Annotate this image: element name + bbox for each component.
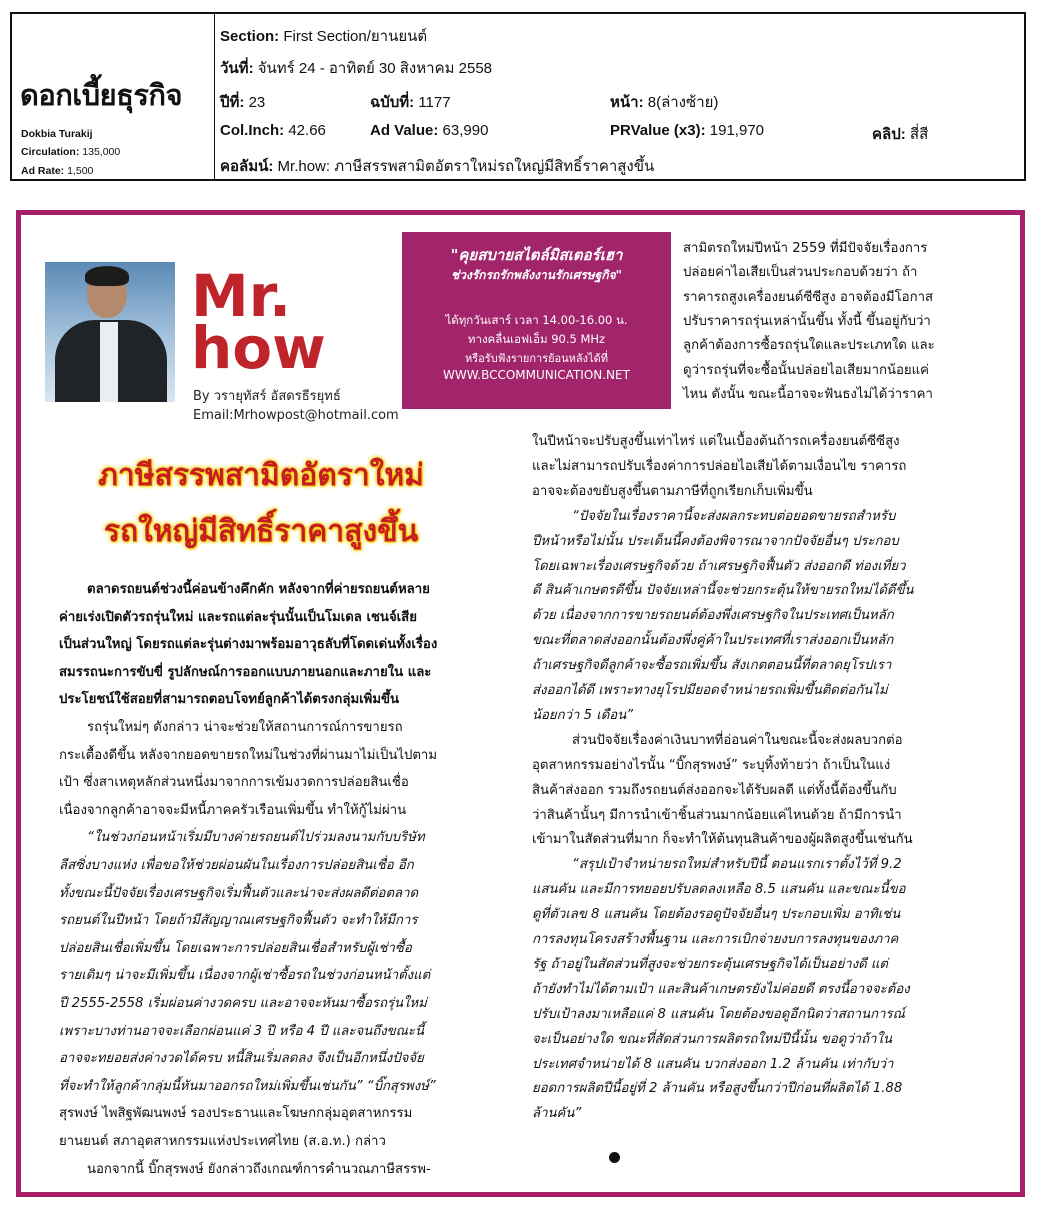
article-text-line: ปีหน้าหรือไม่นั้น ประเด็นนี้คงต้องพิจารณาจากปัจจัยอื่นๆ ประกอบ (532, 533, 899, 549)
column-field: คอลัมน์: Mr.how: ภาษีสรรพสามิตอัตราใหม่รถใหญ่มีสิทธิ์ราคาสูงขึ้น (220, 158, 655, 175)
article-text-line: ปี 2555-2558 เริ่มผ่อนค่างวดครบ และอาจจะหันมาซื้อรถรุ่นใหม่ (59, 996, 427, 1011)
column-logo-how: how (191, 314, 326, 382)
author-email: Email:Mrhowpost@hotmail.com (193, 408, 399, 423)
article-text-line: แสนคัน และมีการทยอยปรับลดลงเหลือ 8.5 แสนคัน และขณะนี้ขอ (532, 882, 906, 898)
photo-shirt (100, 322, 118, 402)
ad-rate: Ad Rate: 1,500 (21, 165, 94, 177)
radio-promo-box (402, 232, 671, 409)
article-frame (16, 210, 1025, 1197)
clip-field: คลิป: สี่สี (872, 126, 929, 143)
article-text-line: “ปัจจัยในเรื่องราคานี้จะส่งผลกระทบต่อยอดขายรถสำหรับ (572, 508, 896, 524)
publication-en: Dokbia Turakij (21, 128, 93, 140)
article-text-line: เข้ามาในสัดส่วนที่มาก ก็จะทำให้ต้นทุนสินค้าของผู้ผลิตสูงขึ้นเช่นกัน (532, 832, 913, 848)
article-text-line: การลงทุนโครงสร้างพื้นฐาน และการเบิกจ่ายงบการลงทุนของภาค (532, 932, 899, 947)
promo-schedule: ได้ทุกวันเสาร์ เวลา 14.00-16.00 น. (445, 313, 628, 327)
article-text-line: ค่ายเร่งเปิดตัวรถรุ่นใหม่ และรถแต่ละรุ่นนั้นเป็นโมเดล เชนจ์เสีย (59, 609, 417, 625)
promo-replay: หรือรับฟังรายการย้อนหลังได้ที่ (465, 352, 608, 365)
article-text-line: กระเตื้องดีขึ้น หลังจากยอดขายรถใหม่ในช่วงที่ผ่านมาไม่เป็นไปตาม (59, 747, 438, 763)
article-text-line: สินค้าส่งออก รวมถึงรถยนต์ส่งออกจะได้รับผลดี แต่ทั้งนี้ต้องขึ้นกับ (532, 782, 897, 798)
article-text-line: ปรับเป้าลงมาเหลือแค่ 8 แสนคัน โดยต้องขอดูอีกนิดว่าสถานการณ์ (532, 1006, 905, 1022)
advalue-field: Ad Value: 63,990 (370, 122, 489, 139)
article-text-line: เป้า ซึ่งสาเหตุหลักส่วนหนึ่งมาจากการเข้มงวดการปล่อยสินเชื่อ (59, 775, 409, 791)
article-text-line: อาจจะทยอยส่งค่างวดได้ครบ หนี้สินเริ่มลดลง จึงเป็นอีกหนึ่งปัจจัย (59, 1051, 424, 1067)
article-text-line: ดูที่ตัวเลข 8 แสนคัน โดยต้องรอดูปัจจัยอื่นๆ ประกอบเพิ่ม อาทิเช่น (532, 907, 901, 923)
article-text-line: ที่จะทำให้ลูกค้ากลุ่มนี้หันมาออกรถใหม่เพิ่มขึ้นเช่นกัน” “บิ๊กสุรพงษ์” (59, 1078, 436, 1094)
article-text-line: ว่าสินค้านั้นๆ มีการนำเข้าชิ้นส่วนมากน้อยแค่ไหนด้วย ถ้ามีการนำ (532, 807, 902, 823)
article-text-line: นอกจากนี้ บิ๊กสุรพงษ์ ยังกล่าวถึงเกณฑ์การคำนวณภาษีสรรพ- (87, 1161, 431, 1177)
circulation: Circulation: 135,000 (21, 146, 121, 158)
article-text-line: เป็นส่วนใหญ่ โดยรถแต่ละรุ่นต่างมาพร้อมอาวุธลับที่โดดเด่นทั้งเรื่อง (59, 637, 438, 653)
promo-title: "คุยสบายสไตล์มิสเตอร์เฮา (450, 246, 623, 264)
article-text-line: ถ้าเศรษฐกิจดีลูกค้าจะซื้อรถเพิ่มขึ้น สังเกตตอนนี้ที่ตลาดยุโรปเรา (532, 658, 892, 674)
page-field: หน้า: 8(ล่างซ้าย) (610, 94, 719, 111)
article-text-line: ปล่อยสินเชื่อเพิ่มขึ้น โดยเฉพาะการปล่อยสินเชื่อสำหรับผู้เช่าซื้อ (59, 940, 412, 956)
article-text-line: สุรพงษ์ ไพสิฐพัฒนพงษ์ รองประธานและโฆษกกลุ่มอุตสาหกรรม (59, 1106, 413, 1122)
article-text-line: รถยนต์ในปีหน้า โดยถ้ามีสัญญาณเศรษฐกิจฟื้นตัว จะทำให้มีการ (59, 913, 418, 929)
article-text-line: ยอดการผลิตปีนี้อยู่ที่ 2 ล้านคัน หรือสูงขึ้นกว่าปีก่อนที่ผลิตได้ 1.88 (532, 1081, 903, 1097)
publication-name: ดอกเบี้ยธุรกิจ (20, 78, 182, 112)
article-text-line: ดี สินค้าเกษตรดีขึ้น ปัจจัยเหล่านี้จะช่วยกระตุ้นให้ขายรถใหม่ได้ดีขึ้น (532, 583, 914, 599)
section-field: Section: First Section/ยานยนต์ (220, 28, 428, 45)
article-text-line: ดูว่ารถรุ่นที่จะซื้อนั้นปล่อยไอเสียมากน้อยแค่ (683, 362, 929, 378)
article-text-line: ปล่อยค่าไอเสียเป็นส่วนประกอบด้วยว่า ถ้า (683, 265, 918, 281)
author-byline: By วรายุทัสร์ อัสดรธีรยุทธ์ (193, 389, 341, 404)
article-text-line: เพราะบางท่านอาจจะเลือกผ่อนแค่ 3 ปี หรือ 4 ปี และจนถึงขณะนี้ (59, 1023, 424, 1039)
article-text-line: โดยเฉพาะเรื่องเศรษฐกิจด้วย ถ้าเศรษฐกิจฟื้นตัว ส่งออกดี ท่องเที่ยว (532, 558, 906, 574)
article-text-line: ด้วย เนื่องจากการขายรถยนต์ต้องพึ่งเศรษฐกิจในประเทศเป็นหลัก (532, 608, 894, 624)
issue-field: ฉบับที่: 1177 (370, 94, 451, 111)
photo-hair (85, 266, 129, 286)
article-text-line: ส่วนปัจจัยเรื่องค่าเงินบาทที่อ่อนค่าในขณะนี้จะส่งผลบวกต่อ (572, 732, 903, 748)
article-text-line: ล้านคัน” (532, 1106, 582, 1122)
article-text-line: อาจจะต้องขยับสูงขึ้นตามภาษีที่ถูกเรียกเก็บเพิ่มขึ้น (532, 483, 813, 499)
article-text-line: สมรรถนะการขับขี่ รูปลักษณ์การออกแบบภายนอกและภายใน และ (59, 664, 432, 680)
article-text-line: สามิตรถใหม่ปีหน้า 2559 ที่มีปัจจัยเรื่องการ (683, 241, 928, 256)
end-of-article-bullet (609, 1152, 620, 1163)
article-text-line: ลีสซิ่งบางแห่ง เพื่อขอให้ช่วยผ่อนผันในเรื่องการปล่อยสินเชื่อ อีก (59, 858, 414, 873)
article-text-line: ถ้ายังทำไม่ได้ตามเป้า และสินค้าเกษตรยังไม่ค่อยดี ตรงนี้อาจจะต้อง (532, 981, 910, 997)
author-photo (45, 262, 175, 402)
colinch-field: Col.Inch: 42.66 (220, 122, 326, 139)
promo-url: WWW.BCCOMMUNICATION.NET (443, 368, 630, 382)
article-text-line: ไหน ดังนั้น ขณะนี้อาจจะฟันธงไม่ได้ว่าราคา (683, 386, 933, 402)
headline-line-1: ภาษีสรรพสามิตอัตราใหม่ (98, 458, 424, 493)
article-text-line: ประเทศจำหน่ายได้ 8 แสนคัน บวกส่งออก 1.2 ล้านคัน เท่ากับว่า (532, 1056, 894, 1072)
article-text-line: ทั้งขณะนี้ปัจจัยเรื่องเศรษฐกิจเริ่มฟื้นตัวและน่าจะส่งผลดีต่อตลาด (59, 885, 419, 901)
article-text-line: รัฐ ถ้าอยู่ในสัดส่วนที่สูงจะช่วยกระตุ้นเศรษฐกิจได้เป็นอย่างดี แต่ (532, 956, 888, 972)
date-field: วันที่: จันทร์ 24 - อาทิตย์ 30 สิงหาคม 2558 (220, 60, 493, 77)
article-text-line: ยานยนต์ สภาอุตสาหกรรมแห่งประเทศไทย (ส.อ.ท.) กล่าว (59, 1134, 386, 1149)
clipping-header (10, 12, 1026, 181)
column-logo-mr: Mr. (191, 262, 292, 330)
article-text-line: “ในช่วงก่อนหน้าเริ่มมีบางค่ายรถยนต์ไปร่วมลงนามกับบริษัท (87, 830, 425, 846)
article-text-line: ลูกค้าต้องการซื้อรถรุ่นใดและประเภทใด และ (683, 338, 935, 354)
promo-subtitle: ช่วงรักรถรักพลังงานรักเศรษฐกิจ" (451, 268, 622, 282)
header-divider (214, 14, 215, 179)
article-text-line: และไม่สามารถปรับเรื่องค่าการปล่อยไอเสียได้ตามเงื่อนไข ราคารถ (532, 458, 907, 474)
article-text-line: น้อยกว่า 5 เดือน” (532, 707, 634, 723)
article-text-line: เนื่องจากลูกค้าอาจจะมีหนี้ภาคครัวเรือนเพิ่มขึ้น ทำให้กู้ไม่ผ่าน (59, 802, 407, 818)
prvalue-field: PRValue (x3): 191,970 (610, 122, 765, 139)
article-text-line: รายเดิมๆ น่าจะมีเพิ่มขึ้น เนื่องจากผู้เช่าซื้อรถในช่วงก่อนหน้าตั้งแต่ (59, 968, 431, 984)
article-text-line: ประโยชน์ใช้สอยที่สามารถตอบโจทย์ลูกค้าได้ตรงกลุ่มเพิ่มขึ้น (59, 692, 400, 708)
article-text-line: ตลาดรถยนต์ช่วงนี้ค่อนข้างคึกคัก หลังจากที่ค่ายรถยนต์หลาย (87, 582, 430, 597)
article-text-line: จะเป็นอย่างใด ขณะที่สัดส่วนการผลิตรถใหม่ปีนี้นั้น ขอดูว่าถ้าใน (532, 1031, 892, 1047)
article-text-line: ขณะที่ตลาดส่งออกนั้นต้องพึ่งคู่ค้าในประเทศที่เราส่งออกเป็นหลัก (532, 633, 894, 649)
article-text-line: ราคารถสูงเครื่องยนต์ซีซีสูง อาจต้องมีโอกาส (683, 289, 934, 305)
article-text-line: “สรุปเป้าจำหน่ายรถใหม่สำหรับปีนี้ ตอนแรกเราตั้งไว้ที่ 9.2 (572, 857, 902, 873)
headline-line-2: รถใหญ่มีสิทธิ์ราคาสูงขึ้น (103, 514, 419, 549)
article-text-line: ในปีหน้าจะปรับสูงขึ้นเท่าไหร่ แต่ในเบื้องต้นถ้ารถเครื่องยนต์ซีซีสูง (532, 434, 900, 449)
promo-frequency: ทางคลื่นเอฟเอ็ม 90.5 MHz (467, 332, 606, 346)
article-text-line: ส่งออกได้ดี เพราะทางยุโรปมียอดจำหน่ายรถเพิ่มขึ้นติดต่อกันไม่ (532, 683, 888, 698)
article-text-line: อุตสาหกรรมอย่างไรนั้น “บิ๊กสุรพงษ์” ระบุทิ้งท้ายว่า ถ้าเป็นในแง่ (532, 757, 891, 773)
article-text-line: รถรุ่นใหม่ๆ ดังกล่าว น่าจะช่วยให้สถานการณ์การขายรถ (87, 720, 403, 735)
year-field: ปีที่: 23 (220, 94, 266, 111)
article-text-line: ปรับราคารถรุ่นเหล่านั้นขึ้น ทั้งนี้ ขึ้นอยู่กับว่า (683, 313, 931, 329)
